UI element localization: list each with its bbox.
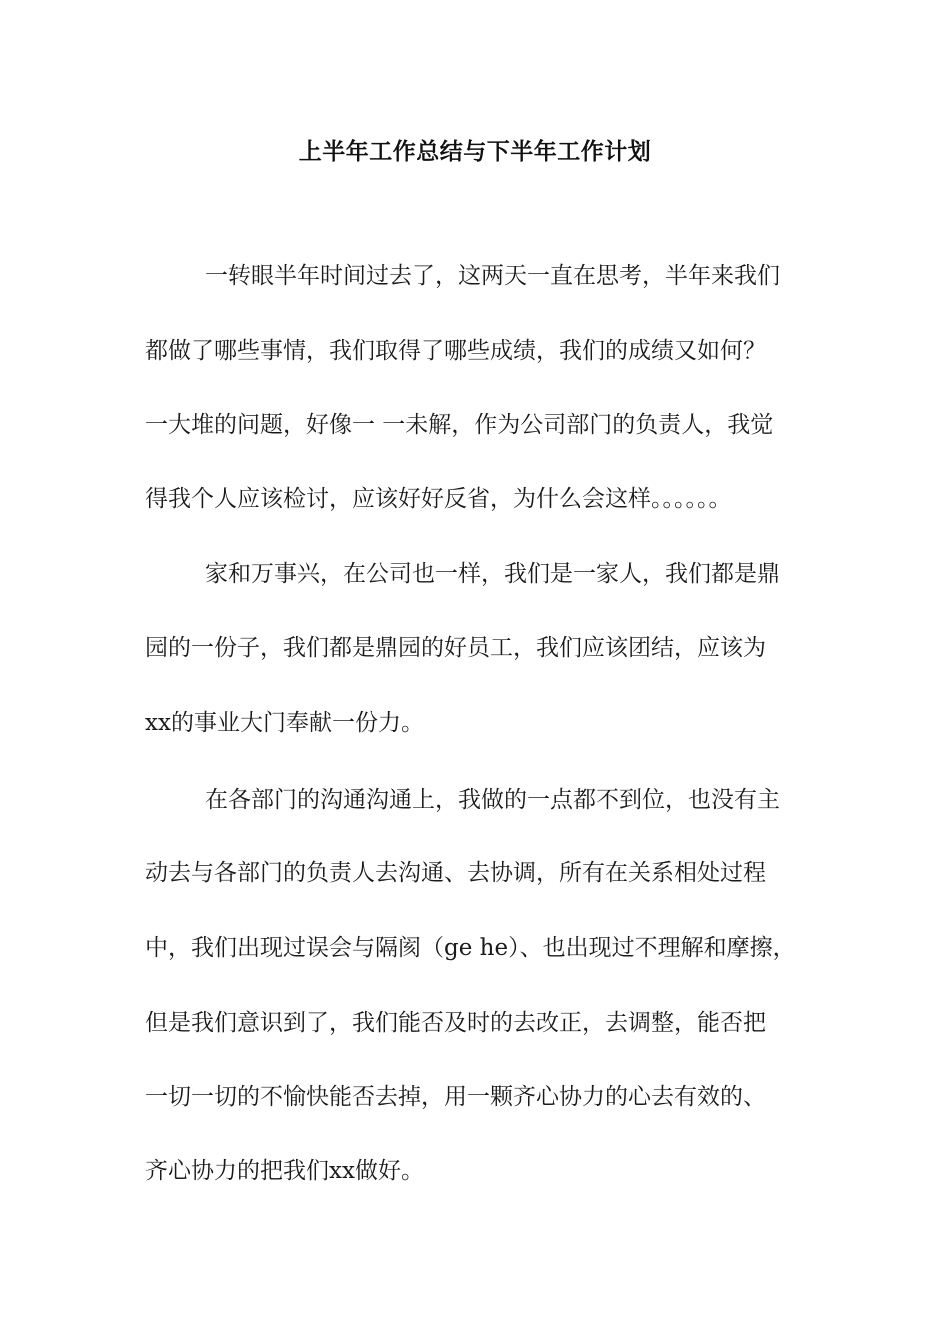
paragraph-1-line-1: 一转眼半年时间过去了，这两天一直在思考，半年来我们 — [205, 263, 780, 289]
paragraph-2-line-3: xx的事业大门奉献一份力。 — [145, 710, 424, 736]
paragraph-3-line-5: 一切一切的不愉快能否去掉，用一颗齐心协力的心去有效的、 — [145, 1084, 766, 1110]
paragraph-3-line-3: 中，我们出现过误会与隔阂（ge he）、也出现过不理解和摩擦， — [145, 935, 796, 961]
paragraph-3-line-1: 在各部门的沟通沟通上，我做的一点都不到位，也没有主 — [205, 787, 780, 813]
paragraph-1-line-2: 都做了哪些事情，我们取得了哪些成绩，我们的成绩又如何？ — [145, 338, 766, 364]
document-title: 上半年工作总结与下半年工作计划 — [298, 139, 652, 165]
paragraph-2-line-1: 家和万事兴，在公司也一样，我们是一家人，我们都是鼎 — [205, 561, 780, 587]
paragraph-1-line-4: 得我个人应该检讨，应该好好反省，为什么会这样。。。。。。 — [145, 486, 732, 512]
paragraph-3-line-4: 但是我们意识到了，我们能否及时的去改正，去调整，能否把 — [145, 1010, 766, 1036]
paragraph-3-line-6: 齐心协力的把我们xx做好。 — [145, 1158, 424, 1184]
paragraph-3-line-2: 动去与各部门的负责人去沟通、去协调，所有在关系相处过程 — [145, 860, 766, 886]
paragraph-2-line-2: 园的一份子，我们都是鼎园的好员工，我们应该团结，应该为 — [145, 635, 766, 661]
paragraph-1-line-3: 一大堆的问题，好像一 一未解，作为公司部门的负责人，我觉 — [145, 412, 774, 438]
